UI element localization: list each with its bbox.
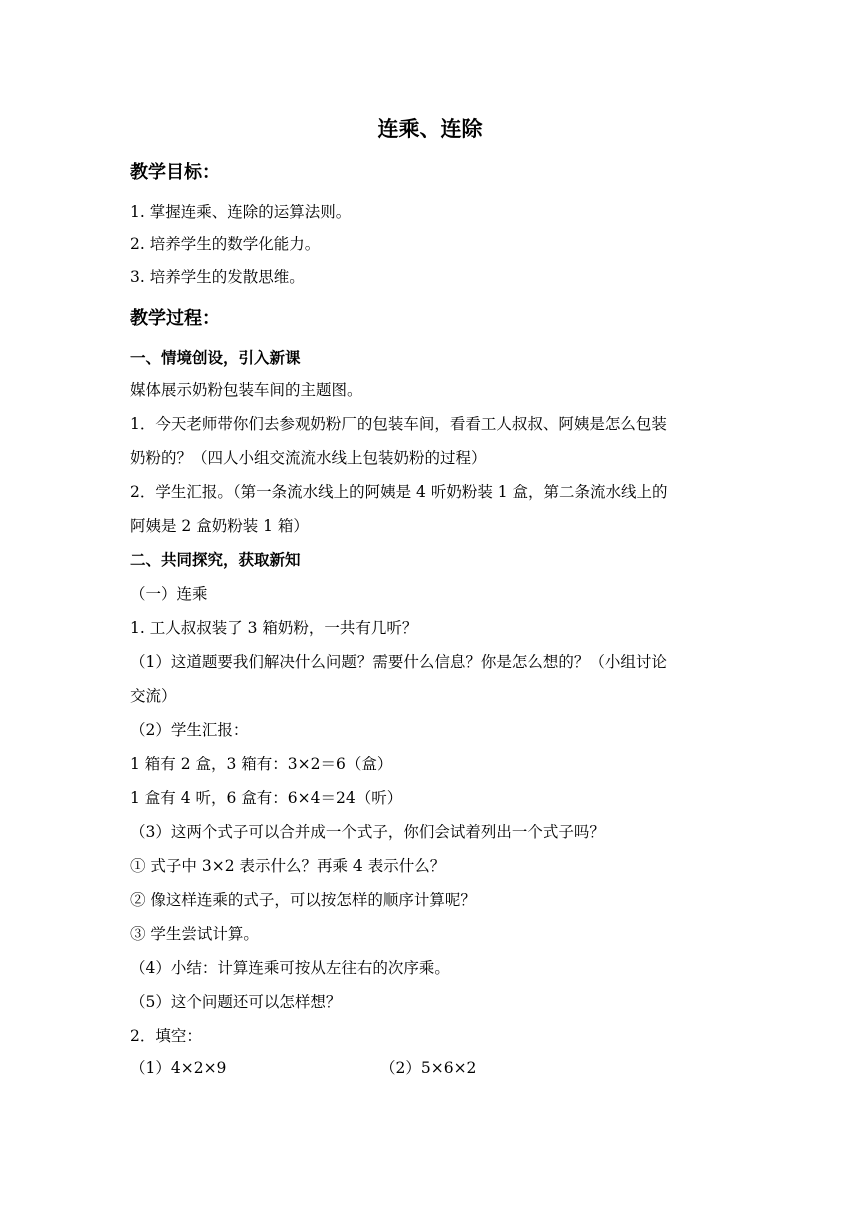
section2-line-13: （5）这个问题还可以怎样想？ (130, 993, 342, 1011)
section1-line-2: 1．今天老师带你们去参观奶粉厂的包装车间，看看工人叔叔、阿姨是怎么包装 (130, 415, 667, 433)
section1-line-3: 奶粉的？（四人小组交流流水线上包装奶粉的过程） (130, 449, 487, 467)
section2-line-11: ③ 学生尝试计算。 (130, 925, 259, 943)
section1-heading: 一、情境创设，引入新课 (130, 349, 301, 367)
section1-line-5: 阿姨是 2 盒奶粉装 1 箱） (130, 517, 309, 535)
section2-line-12: （4）小结：计算连乘可按从左往右的次序乘。 (130, 959, 450, 977)
process-heading: 教学过程： (130, 308, 220, 329)
objective-item-2: 2. 培养学生的数学化能力。 (130, 235, 321, 253)
section2-line-6: 1 箱有 2 盒，3 箱有：3×2＝6（盒） (130, 755, 393, 773)
section1-line-1: 媒体展示奶粉包装车间的主题图。 (130, 381, 363, 399)
section2-line-1: （一）连乘 (130, 585, 208, 603)
section2-line-7: 1 盒有 4 听，6 盒有：6×4＝24（听） (130, 789, 403, 807)
section2-line-4: 交流） (130, 687, 177, 705)
page-title: 连乘、连除 (377, 117, 483, 141)
exercise-row (130, 1056, 740, 1080)
section2-line-8: （3）这两个式子可以合并成一个式子，你们会试着列出一个式子吗？ (130, 823, 605, 841)
section2-heading: 二、共同探究，获取新知 (130, 551, 301, 569)
section2-line-3: （1）这道题要我们解决什么问题？需要什么信息？你是怎么想的？（小组讨论 (130, 653, 667, 671)
objectives-heading: 教学目标： (130, 162, 220, 183)
section2-line-14: 2．填空： (130, 1027, 202, 1045)
section1-line-4: 2．学生汇报。（第一条流水线上的阿姨是 4 听奶粉装 1 盒，第二条流水线上的 (130, 483, 668, 501)
exercise-2: （2）5×6×2 (380, 1059, 477, 1077)
section2-line-10: ② 像这样连乘的式子，可以按怎样的顺序计算呢？ (130, 891, 476, 909)
section2-line-2: 1. 工人叔叔装了 3 箱奶粉，一共有几听？ (130, 619, 418, 637)
section2-line-9: ① 式子中 3×2 表示什么？再乘 4 表示什么？ (130, 857, 446, 875)
objective-item-1: 1. 掌握连乘、连除的运算法则。 (130, 203, 352, 221)
exercise-1: （1）4×2×9 (130, 1059, 227, 1077)
objective-item-3: 3. 培养学生的发散思维。 (130, 268, 305, 286)
section2-line-5: （2）学生汇报： (130, 721, 249, 739)
